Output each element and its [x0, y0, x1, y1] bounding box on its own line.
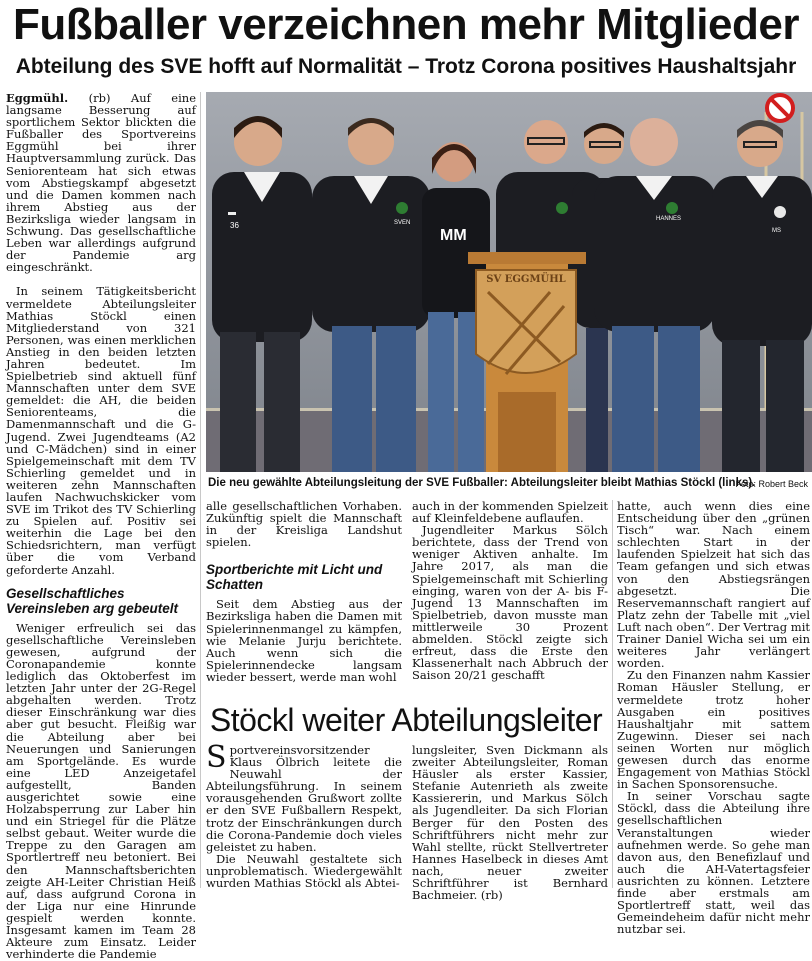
paragraph-entscheidung: hatte, auch wenn dies eine Entscheidung über den „grünen Tisch“ war. Nach einem schlechten Start in der laufenden Spielzeit hat sich das Team gefangen und sich etwas von den Abstiegsrängen abgesetzt. Die Reservemannschaft rangiert auf Platz zehn der Tabelle mit „viel Luft nach oben“. Der Vertrag mit Trainer Daniel Wicha sei um ein weiteres Jahr verlängert worden. — [617, 499, 810, 671]
caption-text: Die neu gewählte Abteilungsleitung der SVE Fußballer: Abteilungsleiter bleibt Mathias Stöckl (links). — [208, 477, 756, 489]
subheading-vereinsleben: Gesellschaftliches Vereinsleben arg gebeutelt — [6, 585, 179, 616]
author-signature: (rb) — [480, 888, 503, 903]
paragraph-vorschau: In seiner Vorschau sagte Stöckl, dass die Abteilung ihre gesellschaftlichen Veranstaltungen wieder aufnehmen werde. So gehe man davon aus, den Benefizlauf und auch die AH-Vatertagsfeier ausrichten zu können. Letztere finde aber erstmals am Sportlertreff statt, weil das Gemeindeheim dafür nicht mehr nutzbar sei. — [617, 789, 810, 937]
article2-column-b — [412, 743, 608, 903]
paragraph-report: In seinem Tätigkeitsbericht vermeldete Abteilungsleiter Mathias Stöckl einen Mitgliederstand von 321 Personen, was einen merklichen Anstieg in den beiden letzten Jahren bedeutet. Im Spielbetrieb sind aktuell fünf Mannschaften unter dem SVE gemeldet: die AH, die beiden Seniorenteams, die Damenmannschaft und die G-Jugend. Zwei Jugendteams (A2 und C-Mädchen) sind in einer Spielgemeinschaft mit dem TV Schierling gemeldet und in weiteren zehn Mannschaften laufen Nachwuchskicker vom SVE im Trikot des TV Schierling zu Spielen auf. Positiv sei weiterhin die Lage bei den Schiedsrichtern, man verfügt über die vom Verband geforderte Anzahl. — [6, 284, 196, 577]
svg-text:SV EGGMÜHL: SV EGGMÜHL — [486, 274, 566, 285]
paragraph-neuwahl: Die Neuwahl gestaltete sich unproblematisch. Wiedergewählt wurden Mathias Stöckl als Abtei- — [206, 851, 402, 891]
team-photo-illustration — [206, 92, 812, 472]
paragraph-vereinsleben: Weniger erfreulich sei das gesellschaftliche Vereinsleben gewesen, aufgrund der Coronapandemie konnte lediglich das Oktoberfest im letzten Jahr unter der 2G-Regel abgehalten werden. Trotz dieser Einschränkung war dies aber gut besucht. Fleißig war die Abteilung aber bei Neuerungen und Sanierungen am Sportgelände. Es wurde eine LED Anzeigetafel aufgestellt, Banden ausgerichtet sowie eine Holzabsperrung zur Laber hin und ein Striegel für die Plätze selbst gebaut. Weiter wurde die Treppe zu den Garagen am Sportlertreff neu betoniert. Bei den Mannschaftsberichten zeigte AH-Leiter Christian Heiß auf, dass aufgrund Corona in der Liga nur eine Hinrunde gespielt werden konnte. Insgesamt kamen im Team 28 Akteure zum Einsatz. Leider verhinderte die Pandemie — [6, 620, 196, 961]
paragraph-kleinfeld: auch in der kommenden Spielzeit auf Kleinfeldebene auflaufen. — [412, 499, 608, 526]
paragraph-jugend: Jugendleiter Markus Sölch berichtete, dass der Trend von weniger Aktiven anhalte. Im Jahre 2017, als man die Spielgemeinschaft mit Schierling einging, waren von der A- bis F-Jugend 13 Mannschaften im Spielbetrieb, davon musste man mittlerweile 30 Prozent abmelden. Stöckl zeigte sich erfreut, dass die Erste den Klassenerhalt nach Abbruch der Saison 20/21 geschafft — [412, 523, 608, 683]
column-2 — [206, 500, 402, 692]
paragraph-damen: Seit dem Abstieg aus der Bezirksliga haben die Damen mit Spielerinnenmangel zu kämpfen, wie Melanie Jurju berichtete. Auch wenn sich die Spielerinnendecke langsam wieder bessert, werde man wohl — [206, 597, 402, 684]
paragraph-continuation: alle gesellschaftlichen Vorhaben. Zukünftig spielt die Mannschaft in der Kreisliga Landshut spielen. — [206, 499, 402, 550]
intro-text: (rb) Auf eine langsame Besserung auf sportlichem Sektor blickten die Fußballer des Sportvereins Eggmühl bei ihrer Hauptversammlung zurück. Das Seniorenteam hat sich etwas vom Abstiegskampf abgesetzt und die Damen kommen nach ihrem Abstieg aus der Bezirksliga wieder langsam in Schwung. Das gesellschaftliche Leben war allerdings aufgrund der Pandemie arg eingeschränkt. — [6, 91, 197, 275]
sub-headline: Abteilung des SVE hofft auf Normalität – Trotz Corona positives Haushaltsjahr — [15, 55, 797, 78]
neuwahl-intro-text: portvereinsvorsitzender Klaus Ölbrich leitete die Neuwahl der Abteilungsführung. In seinem vorausgehenden Grußwort zollte er den SVE Fußballern Respekt, trotz der Einschränkungen durch die Corona-Pandemie doch vieles geleistet zu haben. — [206, 743, 402, 854]
paragraph-gewaehlte — [412, 744, 608, 901]
main-headline: Fußballer verzeichnen mehr Mitglieder — [13, 0, 799, 49]
column-1 — [6, 91, 197, 961]
gewaehlte-text: lungsleiter, Sven Dickmann als zweiter Abteilungsleiter, Roman Häusler als erster Kassier, Stefanie Autenrieth als zweite Kassiererin, und Markus Sölch als Jugendleiter. Da sich Florian Berger für den Posten des Schriftführers nicht mehr zur Wahl stellte, rückt Stellvertreter Hannes Haselbeck in dieses Amt nach, neuer zweiter Schriftführer ist Bernhard Bachmeier. — [412, 743, 608, 903]
article2-column-a — [206, 740, 402, 891]
column-3 — [412, 500, 608, 692]
photo-caption — [206, 474, 812, 494]
photo-credit: Foto: Robert Beck — [735, 479, 808, 489]
column-4 — [617, 499, 810, 937]
svg-text:MM: MM — [440, 227, 467, 244]
column-rule — [612, 500, 613, 888]
column-rule — [200, 92, 201, 888]
paragraph-neuwahl-intro — [206, 740, 402, 854]
svg-text:SVEN: SVEN — [394, 220, 411, 226]
subheading-sportberichte: Sportberichte mit Licht und Schatten — [206, 562, 383, 593]
svg-text:36: 36 — [230, 221, 239, 230]
drop-cap: S — [206, 740, 227, 775]
team-photo — [206, 92, 812, 472]
dateline: Eggmühl. — [6, 91, 69, 105]
article2-headline: Stöckl weiter Abteilungsleiter — [209, 702, 603, 738]
svg-text:MS: MS — [772, 228, 781, 234]
svg-text:HANNES: HANNES — [656, 216, 682, 222]
paragraph-intro — [6, 92, 196, 273]
paragraph-finanzen: Zu den Finanzen nahm Kassier Roman Häusler Stellung, er vermeldete trotz hoher Ausgaben ein positives Haushaltjahr mit sattem Zugewinn. Dieser sei nach seinen Worten nur möglich gewesen durch das enorme Engagement von Mathias Stöckl in Sachen Sponsorensuche. — [617, 668, 810, 792]
